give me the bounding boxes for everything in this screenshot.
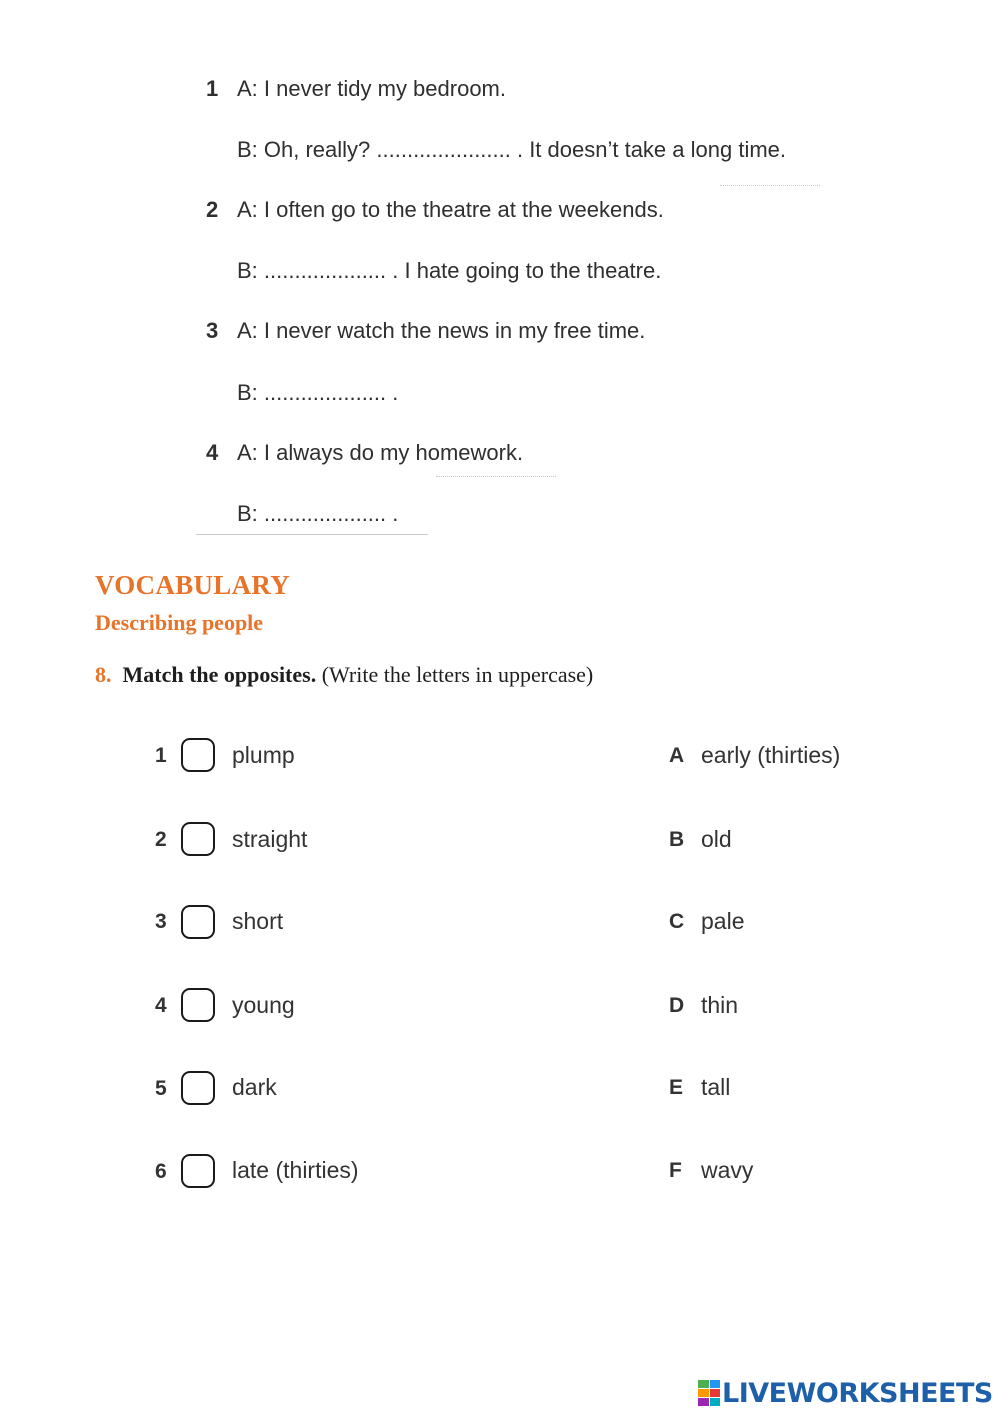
item-word: short xyxy=(232,908,284,934)
option-letter: E xyxy=(669,1076,684,1099)
option-letter: A xyxy=(669,744,685,767)
item-number: 3 xyxy=(155,910,167,933)
dialogue-line-a: A: I often go to the theatre at the weekends. xyxy=(237,197,664,222)
answer-box[interactable] xyxy=(181,1071,215,1105)
dialogue-number: 4 xyxy=(206,440,219,465)
item-word: late (thirties) xyxy=(232,1157,359,1183)
liveworksheets-logo[interactable] xyxy=(698,1376,993,1410)
dialogue-number: 2 xyxy=(206,197,219,222)
option-letter: B xyxy=(669,828,685,851)
answer-box[interactable] xyxy=(181,988,215,1022)
logo-grid-icon xyxy=(698,1380,720,1406)
option-word: pale xyxy=(701,908,745,934)
dialogue-number: 3 xyxy=(206,318,219,343)
answer-box[interactable] xyxy=(181,738,215,772)
instruction-note: (Write the letters in uppercase) xyxy=(316,662,594,687)
scan-edge-line xyxy=(196,534,428,535)
option-word: thin xyxy=(701,992,739,1018)
dialogue-number: 1 xyxy=(206,76,219,101)
item-number: 4 xyxy=(155,994,167,1017)
dialogue-line-b: B: Oh, really? ...................... . It doesn’t take a long time. xyxy=(237,137,787,162)
item-word: straight xyxy=(232,826,308,852)
dialogue-line-a: A: I always do my homework. xyxy=(237,440,524,465)
option-letter: F xyxy=(669,1159,682,1182)
item-number: 2 xyxy=(155,828,167,851)
item-number: 5 xyxy=(155,1077,167,1100)
option-word: tall xyxy=(701,1074,731,1100)
item-word: plump xyxy=(232,742,295,768)
answer-box[interactable] xyxy=(181,1154,215,1188)
answer-box[interactable] xyxy=(181,905,215,939)
scan-edge-line xyxy=(436,476,556,477)
option-letter: C xyxy=(669,910,685,933)
dialogue-line-b: B: .................... . xyxy=(237,501,399,526)
scan-edge-line xyxy=(720,185,820,186)
option-word: old xyxy=(701,826,732,852)
section-title: VOCABULARY xyxy=(95,570,291,600)
dialogue-line-a: A: I never tidy my bedroom. xyxy=(237,76,506,101)
dialogue-line-a: A: I never watch the news in my free time. xyxy=(237,318,646,343)
dialogue-line-b: B: .................... . I hate going to the theatre. xyxy=(237,258,662,283)
item-number: 1 xyxy=(155,744,167,767)
section-subtitle: Describing people xyxy=(95,610,264,635)
item-word: young xyxy=(232,992,295,1018)
instruction-bold: Match the opposites. xyxy=(122,662,317,687)
exercise-instruction xyxy=(95,662,593,688)
item-word: dark xyxy=(232,1074,277,1100)
option-word: early (thirties) xyxy=(701,742,841,768)
option-word: wavy xyxy=(701,1157,754,1183)
option-letter: D xyxy=(669,994,685,1017)
logo-text: LIVEWORKSHEETS xyxy=(722,1377,993,1409)
answer-box[interactable] xyxy=(181,822,215,856)
exercise-number: 8. xyxy=(95,662,112,687)
item-number: 6 xyxy=(155,1160,167,1183)
dialogue-line-b: B: .................... . xyxy=(237,380,399,405)
